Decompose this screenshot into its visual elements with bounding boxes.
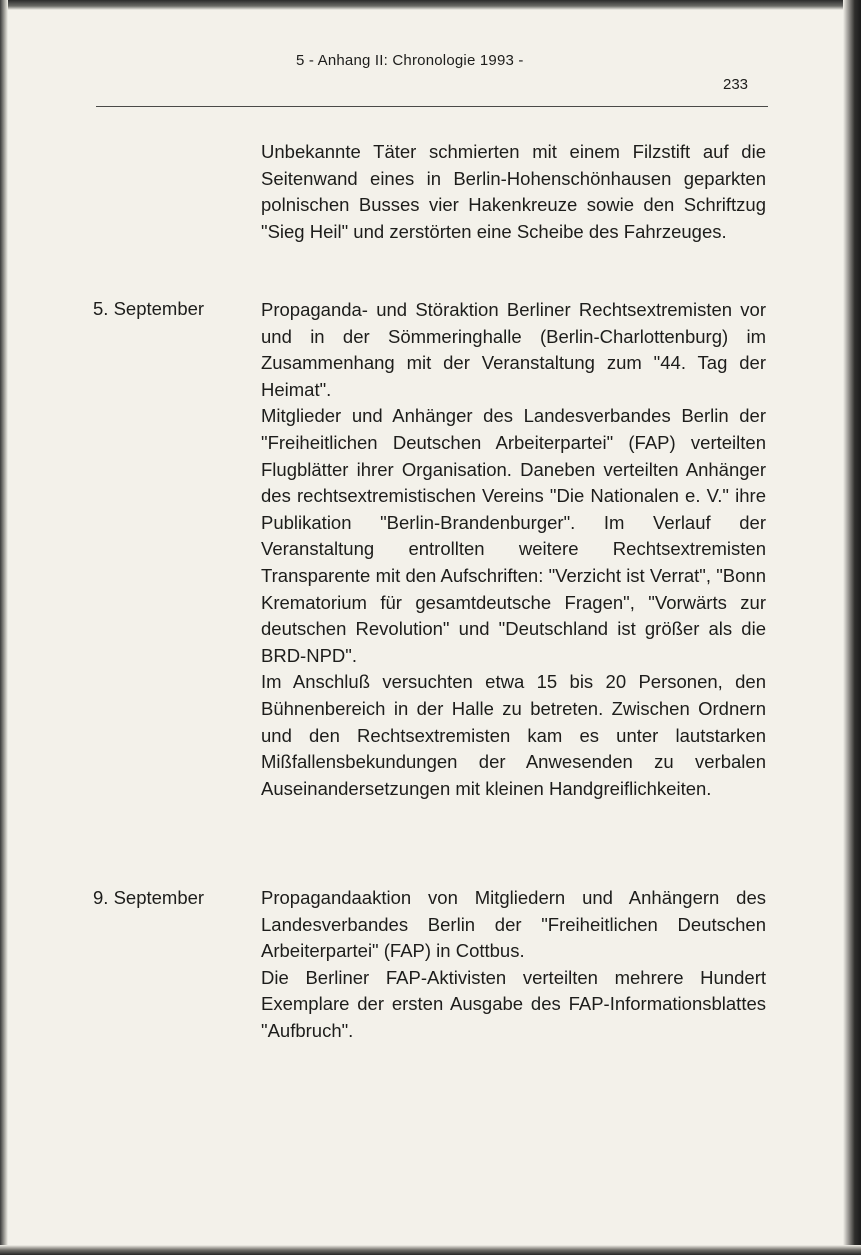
entry-paragraph: Propagandaaktion von Mitgliedern und Anhängern des Landesverbandes Berlin der "Freiheitlichen Deutschen Arbeiterpartei" (FAP) in Cottbus. bbox=[261, 887, 766, 962]
entry-body-9-september bbox=[261, 885, 766, 1045]
page-number: 233 bbox=[723, 76, 749, 93]
entry-paragraph: Propaganda- und Störaktion Berliner Rechtsextremisten vor und in der Sömmeringhalle (Berlin-Charlottenburg) im Zusammenhang mit der Veranstaltung zum "44. Tag der Heimat". bbox=[261, 299, 766, 400]
entry-date-5-september: 5. September bbox=[93, 298, 205, 319]
entry-paragraph: Unbekannte Täter schmierten mit einem Filzstift auf die Seitenwand eines in Berlin-Hohenschönhausen geparkten polnischen Busses vier Hakenkreuze sowie den Schriftzug "Sieg Heil" und zerstörten eine Scheibe des Fahrzeuges. bbox=[261, 141, 766, 242]
entry-body-continuation bbox=[261, 139, 766, 245]
running-head: 5 - Anhang II: Chronologie 1993 - bbox=[296, 52, 524, 69]
entry-date-9-september: 9. September bbox=[93, 887, 205, 908]
entry-paragraph: Im Anschluß versuchten etwa 15 bis 20 Personen, den Bühnenbereich in der Halle zu betreten. Zwischen Ordnern und den Rechtsextremisten kam es unter lautstarken Mißfallensbekundungen der Anwesenden zu verbalen Auseinandersetzungen mit kleinen Handgreiflichkeiten. bbox=[261, 671, 766, 799]
entry-body-5-september bbox=[261, 297, 766, 802]
entry-paragraph: Mitglieder und Anhänger des Landesverbandes Berlin der "Freiheitlichen Deutschen Arbeiterpartei" (FAP) verteilten Flugblätter ihrer Organisation. Daneben verteilten Anhänger des rechtsextremistischen Vereins "Die Nationalen e. V." ihre Publikation "Berlin-Brandenburger". Im Verlauf der Veranstaltung entrollten weitere Rechtsextremisten Transparente mit den Aufschriften: "Verzicht ist Verrat", "Bonn Krematorium für gesamtdeutsche Fragen", "Vorwärts zur deutschen Revolution" und "Deutschland ist größer als die BRD-NPD". bbox=[261, 405, 766, 666]
scan-edge-top bbox=[0, 0, 861, 10]
scan-edge-left bbox=[0, 0, 8, 1255]
scan-edge-bottom bbox=[0, 1245, 861, 1255]
header-rule bbox=[96, 106, 768, 107]
entry-paragraph: Die Berliner FAP-Aktivisten verteilten mehrere Hundert Exemplare der ersten Ausgabe des FAP-Informationsblattes "Aufbruch". bbox=[261, 966, 766, 1041]
scan-edge-right bbox=[843, 0, 861, 1255]
